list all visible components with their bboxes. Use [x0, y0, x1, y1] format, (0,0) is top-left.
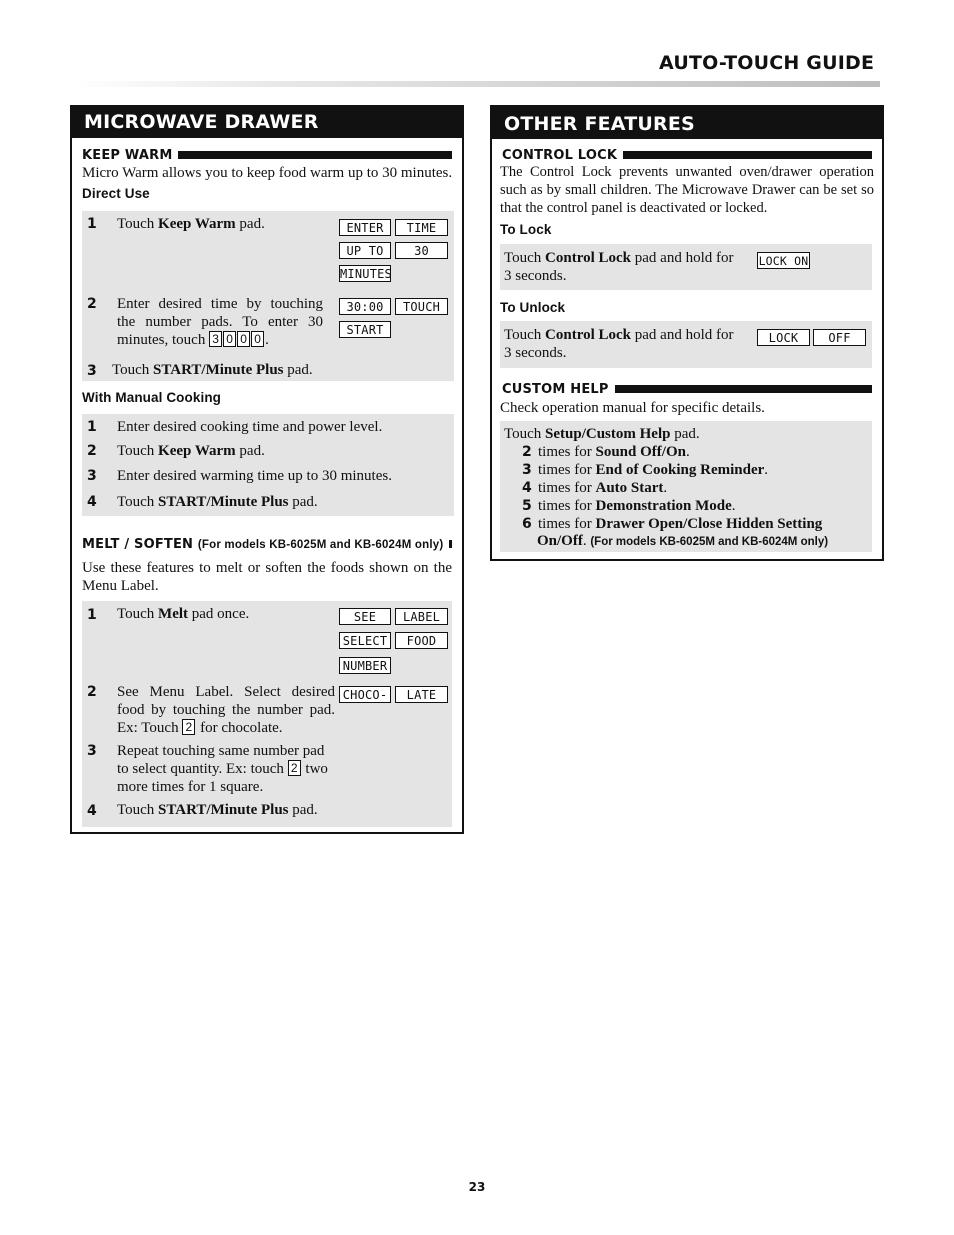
manual-step-1: Enter desired cooking time and power level. [117, 419, 383, 435]
keep-warm-label: KEEP WARM [82, 147, 173, 163]
step-number: 2 [87, 684, 97, 700]
display-see: SEE [339, 608, 391, 625]
manual-cooking-steps [82, 414, 454, 516]
custom-help-item: 6 times for Drawer Open/Close Hidden Setting [522, 516, 823, 532]
manual-step-3: Enter desired warming time up to 30 minutes. [117, 468, 392, 484]
microwave-drawer-panel [70, 105, 464, 834]
display-time: TIME [395, 219, 448, 236]
custom-help-lead: Touch Setup/Custom Help pad. [504, 426, 700, 442]
melt-soften-heading [82, 537, 452, 551]
custom-help-item: 3 times for End of Cooking Reminder. [522, 462, 769, 478]
custom-help-heading [502, 382, 872, 396]
custom-help-item: 5 times for Demonstration Mode. [522, 498, 736, 514]
to-lock-step [500, 244, 872, 290]
manual-step-2: Touch Keep Warm pad. [117, 443, 265, 459]
melt-step-4: Touch START/Minute Plus pad. [117, 802, 318, 818]
display-up-to: UP TO [339, 242, 391, 259]
display-select: SELECT [339, 632, 391, 649]
direct-use-steps [82, 211, 454, 381]
display-label: LABEL [395, 608, 448, 625]
control-lock-heading [502, 148, 872, 162]
melt-step-3: Repeat touching same number pad to select quantity. Ex: touch 2 two more times for 1 square. [117, 743, 328, 795]
page-number: 23 [468, 1180, 486, 1194]
other-features-panel [490, 105, 884, 561]
manual-step-4: Touch START/Minute Plus pad. [117, 494, 318, 510]
number-key-0: 0 [251, 331, 264, 347]
number-key-0: 0 [237, 331, 250, 347]
step-number: 1 [87, 419, 97, 435]
microwave-drawer-title: MICROWAVE DRAWER [72, 107, 462, 138]
step-number: 4 [87, 803, 97, 819]
custom-help-item: 2 times for Sound Off/On. [522, 444, 690, 460]
keep-warm-bar [178, 151, 452, 159]
custom-help-item-continued: On/Off. (For models KB-6025M and KB-6024M only) [537, 533, 829, 549]
to-unlock-heading: To Unlock [500, 300, 566, 315]
step-number: 1 [87, 607, 97, 623]
melt-soften-bar [449, 540, 452, 548]
custom-help-label: CUSTOM HELP [502, 381, 609, 397]
number-key-2: 2 [288, 760, 301, 776]
display-touch: TOUCH [395, 298, 448, 315]
step-number: 3 [87, 743, 97, 759]
to-lock-heading: To Lock [500, 222, 552, 237]
custom-help-bar [615, 385, 872, 393]
keep-warm-step-3: Touch START/Minute Plus pad. [112, 362, 313, 378]
control-lock-intro: The Control Lock prevents unwanted oven/drawer operation such as by small children. The Microwave Drawer can be set so that the control panel is deactivated or locked. [500, 164, 874, 216]
display-food: FOOD [395, 632, 448, 649]
display-number: NUMBER [339, 657, 391, 674]
number-key-2: 2 [182, 719, 195, 735]
melt-step-2: See Menu Label. Select desired food by touching the number pad. Ex: Touch 2 for chocolate. [117, 684, 335, 736]
melt-step-1: Touch Melt pad once. [117, 606, 250, 622]
display-start: START [339, 321, 391, 338]
keep-warm-heading [82, 148, 452, 162]
step-number: 3 [87, 468, 97, 484]
melt-intro: Use these features to melt or soften the foods shown on the Menu Label. [82, 560, 452, 594]
to-lock-text: Touch Control Lock pad and hold for 3 seconds. [504, 250, 734, 284]
other-features-title: OTHER FEATURES [492, 107, 882, 139]
display-minutes: MINUTES [340, 267, 392, 281]
melt-steps [82, 601, 452, 827]
display-choco: CHOCO- [339, 686, 391, 703]
display-late: LATE [395, 686, 448, 703]
keep-warm-step-2: Enter desired time by touching the number pads. To enter 30 minutes, touch 3 0 0 0 . [117, 296, 323, 348]
header-rule [72, 81, 880, 87]
direct-use-heading: Direct Use [82, 186, 150, 201]
custom-help-intro: Check operation manual for specific details. [500, 400, 765, 416]
display-off: OFF [813, 329, 866, 346]
number-key-3: 3 [209, 331, 222, 347]
manual-cooking-heading: With Manual Cooking [82, 390, 222, 405]
step-number: 2 [87, 296, 97, 312]
display-30: 30 [395, 242, 448, 259]
to-unlock-text: Touch Control Lock pad and hold for 3 seconds. [504, 327, 734, 361]
display-30-00: 30:00 [339, 298, 391, 315]
step-number: 1 [87, 216, 97, 232]
custom-help-item: 4 times for Auto Start. [522, 480, 668, 496]
step-number: 4 [87, 494, 97, 510]
control-lock-bar [623, 151, 872, 159]
custom-help-steps [500, 421, 872, 552]
step-number: 2 [87, 443, 97, 459]
display-lock-on: LOCK ON [758, 254, 809, 268]
display-enter: ENTER [339, 219, 391, 236]
number-key-0: 0 [223, 331, 236, 347]
keep-warm-step-1: Touch Keep Warm pad. [117, 216, 265, 232]
step-number: 3 [87, 363, 97, 379]
control-lock-label: CONTROL LOCK [502, 147, 618, 163]
to-unlock-step [500, 321, 872, 368]
keep-warm-intro: Micro Warm allows you to keep food warm up to 30 minutes. [82, 165, 453, 181]
melt-soften-label: MELT / SOFTEN (For models KB-6025M and KB-6024M only) [82, 536, 444, 552]
page-title: AUTO-TOUCH GUIDE [659, 52, 875, 74]
display-lock: LOCK [757, 329, 810, 346]
